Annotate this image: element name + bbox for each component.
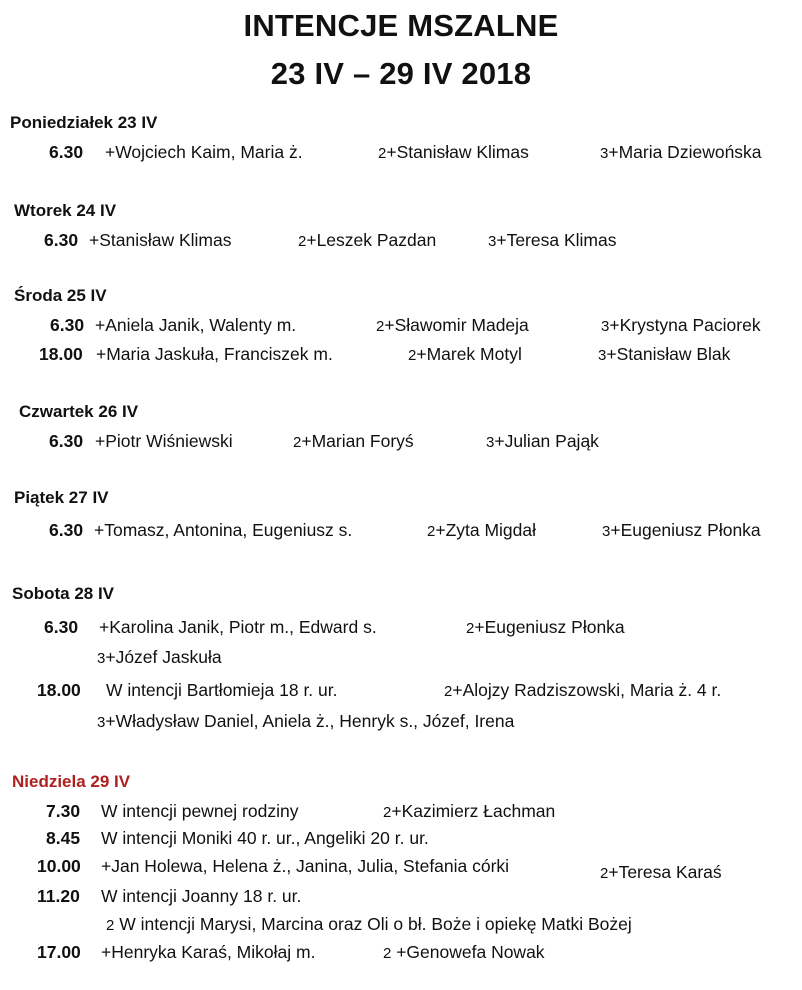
mass-time: 6.30 <box>44 230 79 250</box>
intention-3 <box>600 142 762 163</box>
intention-2 <box>293 431 414 452</box>
intention: +Piotr Wiśniewski <box>95 431 233 451</box>
intention-text: +Sławomir Madeja <box>384 315 529 335</box>
intention-number: 3 <box>97 714 106 731</box>
intention: +Jan Holewa, Helena ż., Janina, Julia, Stefania córki <box>101 856 510 876</box>
intention-2 <box>383 801 555 822</box>
intention-text: +Leszek Pazdan <box>306 230 437 250</box>
intention-number: 2 <box>106 917 115 934</box>
intention: +Stanisław Klimas <box>89 230 232 250</box>
day-heading: Poniedziałek 23 IV <box>10 113 158 132</box>
intention-text: +Teresa Karaś <box>608 862 722 882</box>
intention-2 <box>106 914 632 935</box>
intention: W intencji Bartłomieja 18 r. ur. <box>106 680 338 700</box>
intention-number: 3 <box>598 347 607 364</box>
day-heading: Piątek 27 IV <box>14 488 109 507</box>
intention-text: +Józef Jaskuła <box>105 647 222 667</box>
intention-number: 2 <box>383 804 392 821</box>
mass-time: 6.30 <box>49 142 84 162</box>
intention-number: 2 <box>427 523 436 540</box>
intention-number: 3 <box>97 650 106 667</box>
intention-number: 3 <box>601 318 610 335</box>
intention-3 <box>97 647 222 668</box>
intention-text: +Stanisław Blak <box>606 344 731 364</box>
page-title: INTENCJE MSZALNE <box>243 8 559 43</box>
intention-number: 2 <box>376 318 385 335</box>
mass-time: 18.00 <box>37 680 81 700</box>
intention-3 <box>486 431 599 452</box>
intention-text: +Stanisław Klimas <box>386 142 529 162</box>
intention-number: 2 <box>378 145 387 162</box>
mass-time: 8.45 <box>46 828 81 848</box>
intention-number: 2 <box>298 233 307 250</box>
intention: W intencji Joanny 18 r. ur. <box>101 886 302 906</box>
intention: +Tomasz, Antonina, Eugeniusz s. <box>94 520 353 540</box>
intention: +Maria Jaskuła, Franciszek m. <box>96 344 333 364</box>
intention-3 <box>601 315 761 336</box>
intention: +Aniela Janik, Walenty m. <box>95 315 297 335</box>
day-heading: Sobota 28 IV <box>12 584 115 603</box>
intention: +Karolina Janik, Piotr m., Edward s. <box>99 617 377 637</box>
intention-text: +Genowefa Nowak <box>391 942 545 962</box>
intention: +Henryka Karaś, Mikołaj m. <box>101 942 316 962</box>
intention-number: 2 <box>383 945 392 962</box>
intention-2 <box>427 520 536 541</box>
intention-2 <box>383 942 545 963</box>
intention-3 <box>602 520 761 541</box>
intention-2 <box>408 344 522 365</box>
intention-text: +Eugeniusz Płonka <box>610 520 761 540</box>
day-heading: Wtorek 24 IV <box>14 201 117 220</box>
day-heading-sunday: Niedziela 29 IV <box>12 772 131 791</box>
intention-text: +Marek Motyl <box>416 344 522 364</box>
mass-time: 10.00 <box>37 856 81 876</box>
intention-number: 3 <box>488 233 497 250</box>
intention-text: +Eugeniusz Płonka <box>474 617 625 637</box>
mass-time: 6.30 <box>49 520 84 540</box>
intention-2 <box>600 862 722 883</box>
mass-time: 18.00 <box>39 344 83 364</box>
mass-time: 11.20 <box>37 886 80 906</box>
mass-time: 6.30 <box>49 431 84 451</box>
intention-number: 3 <box>486 434 495 451</box>
intention-3 <box>488 230 616 251</box>
intention: +Wojciech Kaim, Maria ż. <box>105 142 303 162</box>
intention-text: +Kazimierz Łachman <box>391 801 556 821</box>
intention-text: +Władysław Daniel, Aniela ż., Henryk s., Józef, Irena <box>105 711 515 731</box>
mass-time: 7.30 <box>46 801 81 821</box>
intention-2 <box>376 315 529 336</box>
intention-2 <box>378 142 529 163</box>
mass-time: 17.00 <box>37 942 81 962</box>
intention-text: W intencji Marysi, Marcina oraz Oli o bł. Boże i opiekę Matki Bożej <box>114 914 632 934</box>
intention-2 <box>444 680 721 701</box>
intention-text: +Alojzy Radziszowski, Maria ż. 4 r. <box>452 680 722 700</box>
date-range: 23 IV – 29 IV 2018 <box>270 56 532 91</box>
intention-text: +Zyta Migdał <box>435 520 537 540</box>
intention-3 <box>97 711 514 732</box>
intention-number: 2 <box>293 434 302 451</box>
intention-number: 2 <box>408 347 417 364</box>
intention-text: +Maria Dziewońska <box>608 142 762 162</box>
mass-time: 6.30 <box>44 617 79 637</box>
day-heading: Czwartek 26 IV <box>19 402 139 421</box>
intention-number: 2 <box>444 683 453 700</box>
intention-2 <box>466 617 625 638</box>
intention: W intencji Moniki 40 r. ur., Angeliki 20 r. ur. <box>101 828 429 848</box>
intention-number: 3 <box>602 523 611 540</box>
intention-text: +Teresa Klimas <box>496 230 617 250</box>
intention-number: 2 <box>600 865 609 882</box>
intention-text: +Marian Foryś <box>301 431 414 451</box>
intention: W intencji pewnej rodziny <box>101 801 299 821</box>
day-heading: Środa 25 IV <box>14 286 107 305</box>
intention-text: +Krystyna Paciorek <box>609 315 761 335</box>
intention-2 <box>298 230 436 251</box>
mass-time: 6.30 <box>50 315 85 335</box>
intention-text: +Julian Pająk <box>494 431 599 451</box>
intention-number: 3 <box>600 145 609 162</box>
intention-3 <box>598 344 730 365</box>
intention-number: 2 <box>466 620 475 637</box>
